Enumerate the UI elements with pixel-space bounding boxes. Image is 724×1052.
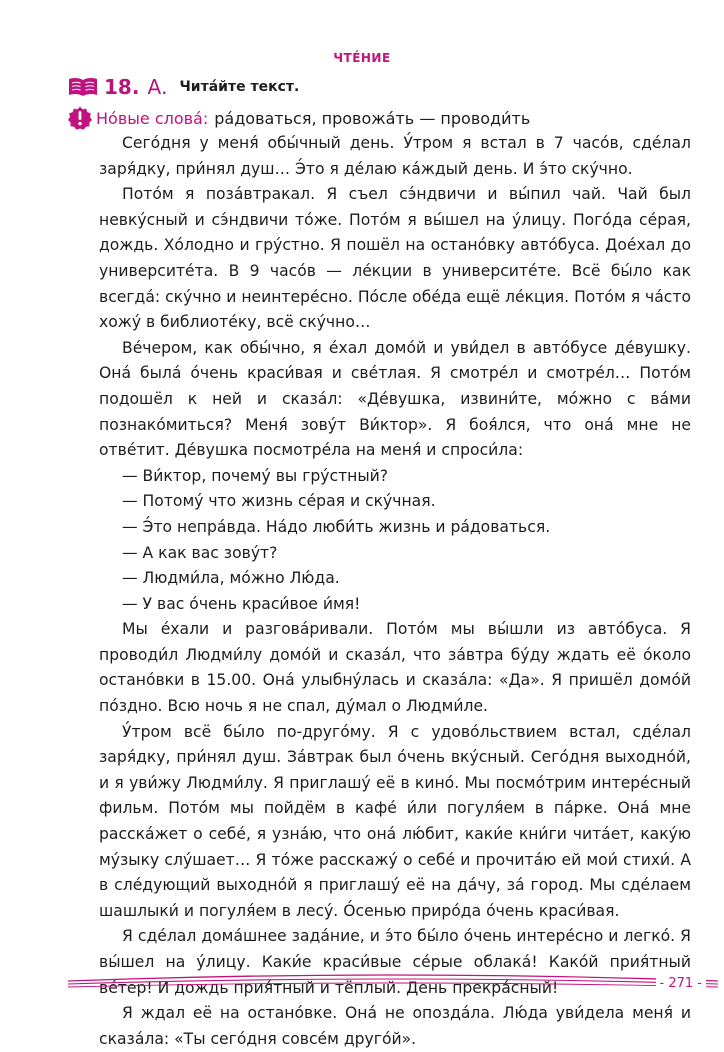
new-words-line <box>68 105 530 131</box>
new-words-list: ра́доваться, провожа́ть — проводи́ть <box>214 108 531 128</box>
exercise-number: 18. <box>104 75 140 99</box>
reading-text <box>99 131 691 1052</box>
dialogue-line: — А как вас зову́т? <box>122 543 278 562</box>
exercise-instruction: Чита́йте текст. <box>179 79 300 95</box>
open-book-icon <box>68 77 98 97</box>
new-words-label: Но́вые слова́: <box>96 108 209 128</box>
page-number: - 271 - <box>656 976 706 991</box>
dialogue-line: — Людми́ла, мо́жно Лю́да. <box>122 569 340 588</box>
exercise-header <box>68 74 299 100</box>
paragraph: Пото́м я поза́втракал. Я съел сэ́ндвичи и вы́пил чай. Чай был невку́сный и сэ́ндвичи то́же. Пото́м я вы́шел на у́лицу. Пого́да се́рая, дождь. Хо́лодно и гру́стно. Я пошёл на остано́вку авто́буса. Дое́хал до университе́та. В 9 часо́в — ле́кции в университе́те. Всё бы́ло как всегда́: ску́чно и неинтере́сно. По́сле обе́да ещё ле́кция. Пото́м я ча́сто хожу́ в библиоте́ку, всё ску́чно… <box>99 185 691 332</box>
dialogue-line: — Э́то непра́вда. На́до люби́ть жизнь и ра́доваться. <box>122 517 551 536</box>
dialogue-line: — Потому́ что жизнь се́рая и ску́чная. <box>122 492 436 511</box>
exclamation-badge-icon <box>68 106 92 130</box>
dialogue-line: — Ви́ктор, почему́ вы гру́стный? <box>122 466 389 485</box>
paragraph: Я сде́лал дома́шнее зада́ние, и э́то бы́ло о́чень интере́сно и легко́. Я вы́шел на у́лицу. Каки́е краси́вые се́рые облака́! Како́й прия́тный ве́тер! И дождь прия́тный и тёплый. День прекра́сный! <box>99 927 691 997</box>
dialogue-line: — У вас о́чень краси́вое и́мя! <box>122 594 361 613</box>
paragraph: Сего́дня у меня́ обы́чный день. У́тром я встал в 7 часо́в, сде́лал заря́дку, при́нял душ… Э́то я де́лаю ка́ждый день. И э́то ску́чно. <box>99 134 691 178</box>
footer-decorative-lines <box>68 968 718 992</box>
paragraph: Мы е́хали и разгова́ривали. Пото́м мы вы́шли из авто́буса. Я проводи́л Людми́лу домо́й и сказа́л, что за́втра бу́ду ждать её о́коло остано́вки в 15.00. Она́ улыбну́лась и сказа́ла: «Да». Я пришёл домо́й по́здно. Всю ночь я не спал, ду́мал о Людми́ле. <box>99 620 691 716</box>
exercise-letter: А. <box>147 75 168 99</box>
paragraph: Ве́чером, как обы́чно, я е́хал домо́й и уви́дел в авто́бусе де́вушку. Она́ была́ о́чень краси́вая и све́тлая. Я смотре́л и смотре́л… Пото́м подошёл к ней и сказа́л: «Де́вушка, извини́те, мо́жно с ва́ми познако́миться? Меня́ зову́т Ви́ктор». Я боя́лся, что она́ мне не отве́тит. Де́вушка посмотре́ла на меня́ и спроси́ла: <box>99 338 691 460</box>
paragraph: Я ждал её на остано́вке. Она́ не опозда́ла. Лю́да уви́дела меня́ и сказа́ла: «Ты сего́дня совсе́м друго́й». <box>99 1004 691 1048</box>
section-title: ЧТЕ́НИЕ <box>333 51 391 65</box>
paragraph: У́тром всё бы́ло по-друго́му. Я с удово́льствием встал, сде́лал заря́дку, при́нял душ. За́втрак был о́чень вку́сный. Сего́дня выходно́й, и я уви́жу Людми́лу. Я приглашу́ её в кино́. Мы посмо́трим интере́сный фильм. Пото́м мы пойдём в кафе́ и́ли погуля́ем в па́рке. Она́ мне расска́жет о себе́, я узна́ю, что она́ лю́бит, каки́е кни́ги чита́ет, каку́ю му́зыку слу́шает… Я то́же расскажу́ о себе́ и прочита́ю ей мои́ стихи́. А в сле́дующий выходно́й я приглашу́ её на да́чу, за́ город. Мы сде́лаем шашлыки́ и погуля́ем в лесу́. О́сенью приро́да о́чень краси́вая. <box>99 722 691 920</box>
